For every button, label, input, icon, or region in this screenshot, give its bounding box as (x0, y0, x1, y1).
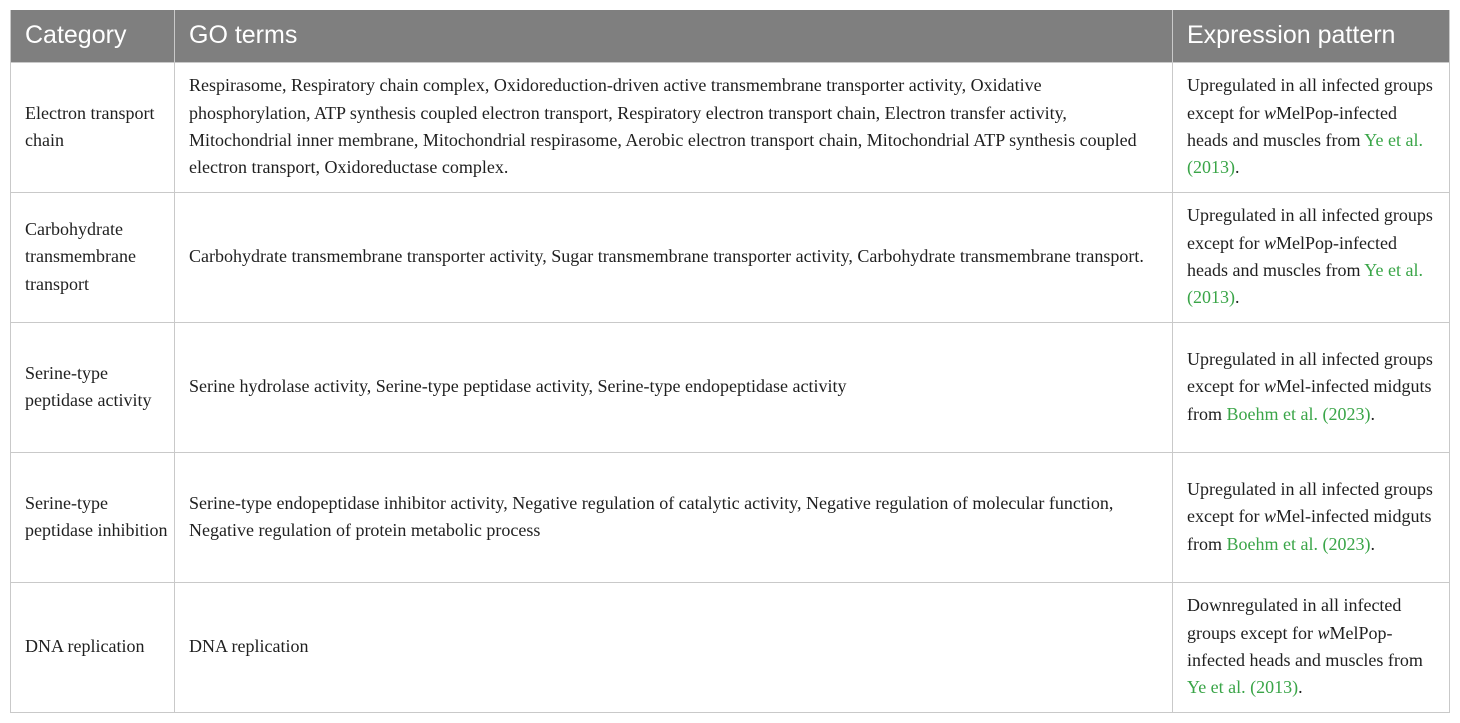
citation-link[interactable]: Ye et al. (2013) (1187, 677, 1299, 698)
header-go-terms: GO terms (175, 10, 1173, 62)
strain-prefix: w (1263, 232, 1276, 253)
table-row (11, 192, 1450, 322)
go-terms-cell: Serine hydrolase activity, Serine-type peptidase activity, Serine-type endopeptidase activity (175, 322, 1173, 452)
expression-text: Upregulated in all infected groups except for (1187, 478, 1433, 527)
expression-end: . (1235, 157, 1240, 178)
expression-cell (1173, 452, 1450, 582)
table-body (11, 62, 1450, 712)
expression-text: Downregulated in all infected groups except for (1187, 595, 1402, 643)
citation-link[interactable]: Boehm et al. (2023) (1226, 533, 1371, 554)
header-category: Category (11, 10, 175, 62)
table-row (11, 582, 1450, 712)
category-cell: Serine-type peptidase activity (11, 322, 175, 452)
category-cell: DNA replication (11, 582, 175, 712)
expression-text: Upregulated in all infected groups except for (1187, 348, 1433, 397)
expression-text: MelPop-infected heads and muscles from (1187, 622, 1423, 670)
header-row (11, 10, 1450, 62)
citation-link[interactable]: Ye et al. (2013) (1187, 130, 1423, 178)
strain-prefix: w (1317, 622, 1330, 643)
strain-prefix: w (1263, 102, 1276, 123)
strain-prefix: w (1263, 376, 1276, 397)
category-cell: Serine-type peptidase inhibition (11, 452, 175, 582)
table-row (11, 62, 1450, 192)
expression-cell (1173, 192, 1450, 322)
citation-link[interactable]: Ye et al. (2013) (1187, 260, 1423, 308)
category-cell: Carbohydrate transmembrane transport (11, 192, 175, 322)
go-terms-cell: Serine-type endopeptidase inhibitor activity, Negative regulation of catalytic activity, Negative regulation of molecular function, Negative regulation of protein metabolic process (175, 452, 1173, 582)
expression-end: . (1298, 677, 1303, 698)
go-terms-cell: Carbohydrate transmembrane transporter activity, Sugar transmembrane transporter activity, Carbohydrate transmembrane transport. (175, 192, 1173, 322)
expression-text: Upregulated in all infected groups except for (1187, 205, 1433, 253)
header-expression-pattern: Expression pattern (1173, 10, 1450, 62)
expression-cell (1173, 322, 1450, 452)
category-cell: Electron transport chain (11, 62, 175, 192)
expression-cell (1173, 582, 1450, 712)
table-row (11, 322, 1450, 452)
go-terms-table (10, 10, 1450, 713)
expression-text: Mel-infected midguts from (1187, 506, 1432, 554)
expression-text: Upregulated in all infected groups except for (1187, 75, 1433, 123)
strain-prefix: w (1263, 506, 1276, 527)
expression-text: Mel-infected midguts from (1187, 376, 1432, 424)
expression-end: . (1370, 403, 1375, 424)
table-header (11, 10, 1450, 62)
expression-text: MelPop-infected heads and muscles from (1187, 102, 1397, 150)
expression-end: . (1235, 287, 1240, 308)
go-terms-cell: Respirasome, Respiratory chain complex, Oxidoreduction-driven active transmembrane transporter activity, Oxidative phosphorylation, ATP synthesis coupled electron transport, Respiratory electron transport chain, Electron transfer activity, Mitochondrial inner membrane, Mitochondrial respirasome, Aerobic electron transport chain, Mitochondrial ATP synthesis coupled electron transport, Oxidoreductase complex. (175, 62, 1173, 192)
expression-text: MelPop-infected heads and muscles from (1187, 232, 1397, 280)
expression-cell (1173, 62, 1450, 192)
table-row (11, 452, 1450, 582)
expression-end: . (1370, 533, 1375, 554)
citation-link[interactable]: Boehm et al. (2023) (1226, 403, 1371, 424)
go-terms-cell: DNA replication (175, 582, 1173, 712)
